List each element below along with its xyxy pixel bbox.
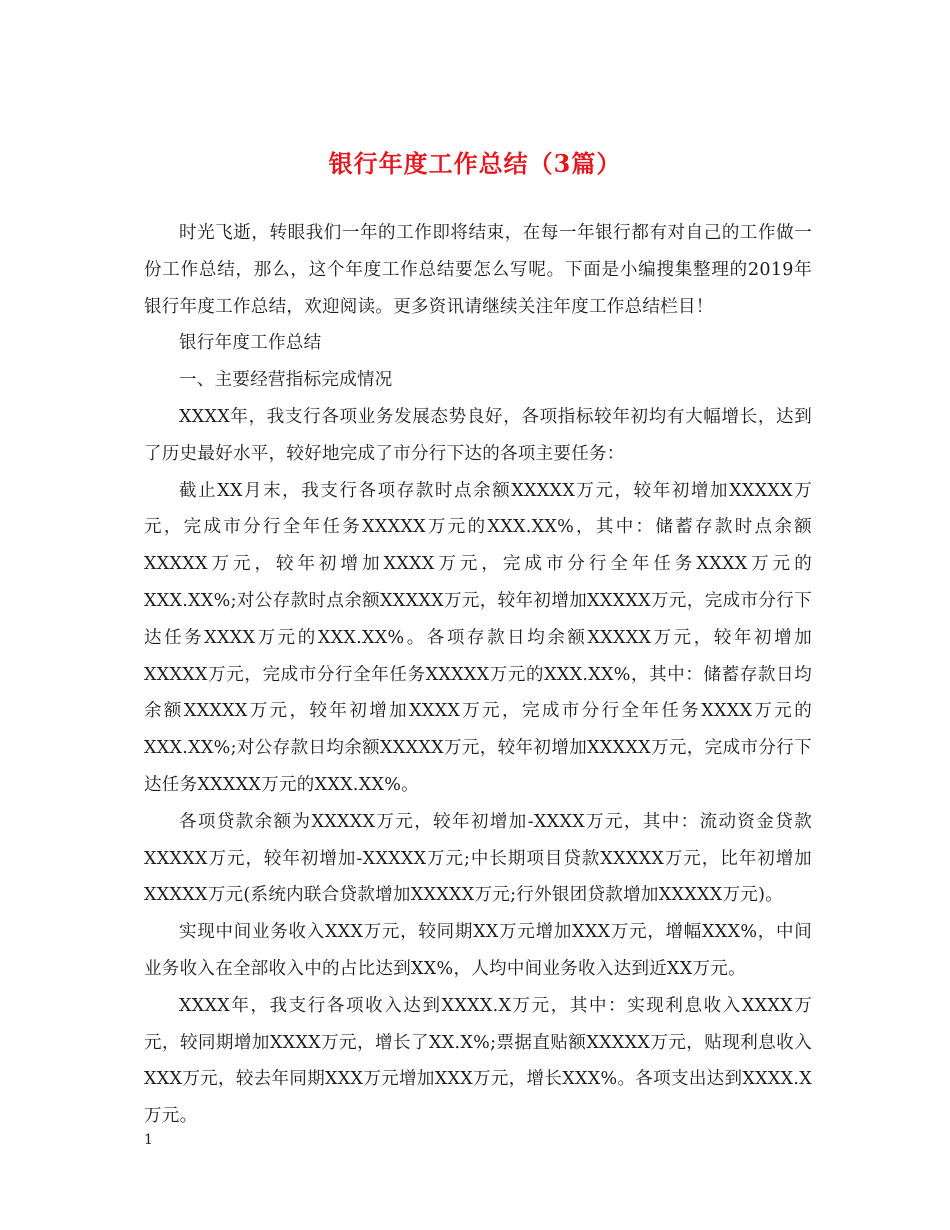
page-number: 1: [144, 1132, 153, 1148]
body-paragraph: 实现中间业务收入XXX万元，较同期XX万元增加XXX万元，增幅XXX%，中间业务收入在全部收入中的占比达到XX%，人均中间业务收入达到近XX万元。: [144, 922, 812, 979]
subsection-heading: 一、主要经营指标完成情况: [179, 370, 393, 391]
body-paragraph: 各项贷款余额为XXXXX万元，较年初增加-XXXX万元，其中：流动资金贷款XXXXX万元，较年初增加-XXXXX万元;中长期项目贷款XXXXX万元，比年初增加XXXXX万元(系统内联合贷款增加XXXXX万元;行外银团贷款增加XXXXX万元)。: [144, 811, 812, 906]
intro-paragraph: 时光飞逝，转眼我们一年的工作即将结束，在每一年银行都有对自己的工作做一份工作总结，那么，这个年度工作总结要怎么写呢。下面是小编搜集整理的2019年银行年度工作总结，欢迎阅读。更多资讯请继续关注年度工作总结栏目！: [144, 223, 812, 317]
section-heading: 银行年度工作总结: [179, 333, 322, 354]
document-body: [144, 215, 812, 1135]
body-paragraph: XXXX年，我支行各项业务发展态势良好，各项指标较年初均有大幅增长，达到了历史最好水平，较好地完成了市分行下达的各项主要任务：: [144, 406, 812, 464]
body-paragraph: XXXX年，我支行各项收入达到XXXX.X万元，其中：实现利息收入XXXX万元，较同期增加XXXX万元，增长了XX.X%;票据直贴额XXXXX万元，贴现利息收入XXX万元，较去年同期XXX万元增加XXX万元，增长XXX%。各项支出达到XXXX.X万元。: [144, 995, 812, 1127]
body-paragraph: 截止XX月末，我支行各项存款时点余额XXXXX万元，较年初增加XXXXX万元，完成市分行全年任务XXXXX万元的XXX.XX%，其中：储蓄存款时点余额XXXXX万元，较年初增加XXXX万元，完成市分行全年任务XXXX万元的XXX.XX%;对公存款时点余额XXXXX万元，较年初增加XXXXX万元，完成市分行下达任务XXXX万元的XXX.XX%。各项存款日均余额XXXXX万元，较年初增加XXXXX万元，完成市分行全年任务XXXXX万元的XXX.XX%，其中：储蓄存款日均余额XXXXX万元，较年初增加XXXX万元，完成市分行全年任务XXXX万元的XXX.XX%;对公存款日均余额XXXXX万元，较年初增加XXXXX万元，完成市分行下达任务XXXXX万元的XXX.XX%。: [144, 480, 812, 795]
document-title: 银行年度工作总结（3篇）: [328, 149, 622, 178]
